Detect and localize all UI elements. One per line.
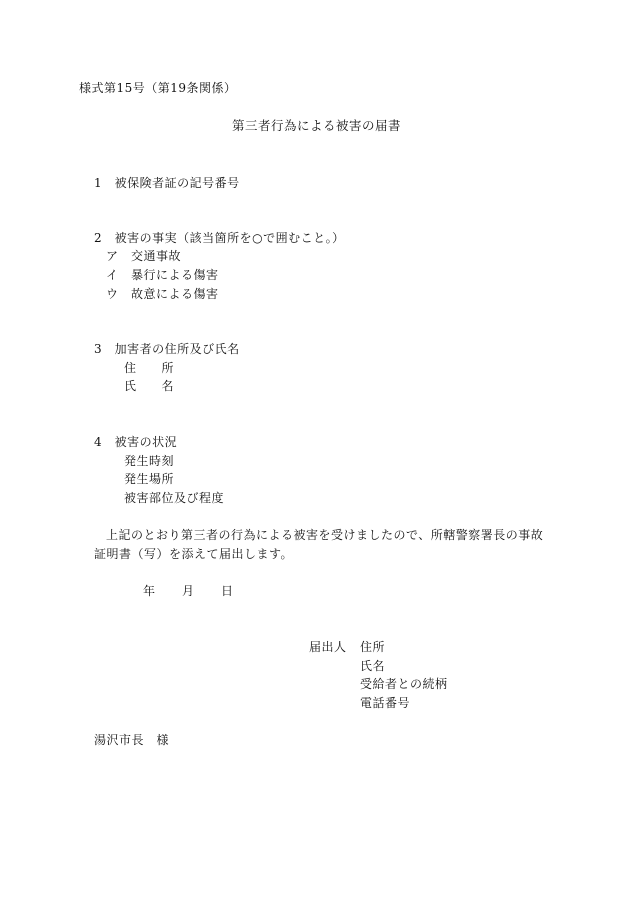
situation-time: 発生時刻 — [124, 454, 175, 468]
situation-place: 発生場所 — [124, 472, 175, 486]
damage-option-assault: イ 暴行による傷害 — [106, 268, 219, 282]
date-day: 日 — [221, 584, 234, 598]
statement-line-1: 上記のとおり第三者の行為による被害を受けましたので、所轄警察署長の事故 — [106, 528, 544, 542]
offender-address-label: 住 所 — [124, 361, 175, 375]
section-1-heading: 1 被保険者証の記号番号 — [94, 176, 240, 190]
damage-option-traffic: ア 交通事故 — [106, 249, 182, 263]
date-year: 年 — [143, 584, 156, 598]
section-2-heading: 2 被害の事実（該当箇所を○で囲むこと。） — [94, 231, 345, 245]
statement-line-2: 証明書（写）を添えて届出します。 — [94, 547, 294, 561]
applicant-label: 届出人 — [309, 640, 347, 654]
applicant-phone-label: 電話番号 — [360, 696, 411, 710]
applicant-address-label: 住所 — [360, 640, 386, 654]
applicant-relation-label: 受給者との続柄 — [360, 677, 448, 691]
form-number: 様式第15号（第19条関係） — [79, 81, 237, 95]
applicant-name-label: 氏名 — [360, 659, 386, 673]
section-4-heading: 4 被害の状況 — [94, 435, 178, 449]
addressee: 湯沢市長 様 — [94, 733, 170, 747]
situation-injury: 被害部位及び程度 — [124, 491, 225, 505]
damage-option-intentional: ウ 故意による傷害 — [106, 287, 219, 301]
date-month: 月 — [182, 584, 195, 598]
document-title: 第三者行為による被害の届書 — [232, 118, 402, 133]
offender-name-label: 氏 名 — [124, 379, 175, 393]
section-3-heading: 3 加害者の住所及び氏名 — [94, 342, 240, 356]
